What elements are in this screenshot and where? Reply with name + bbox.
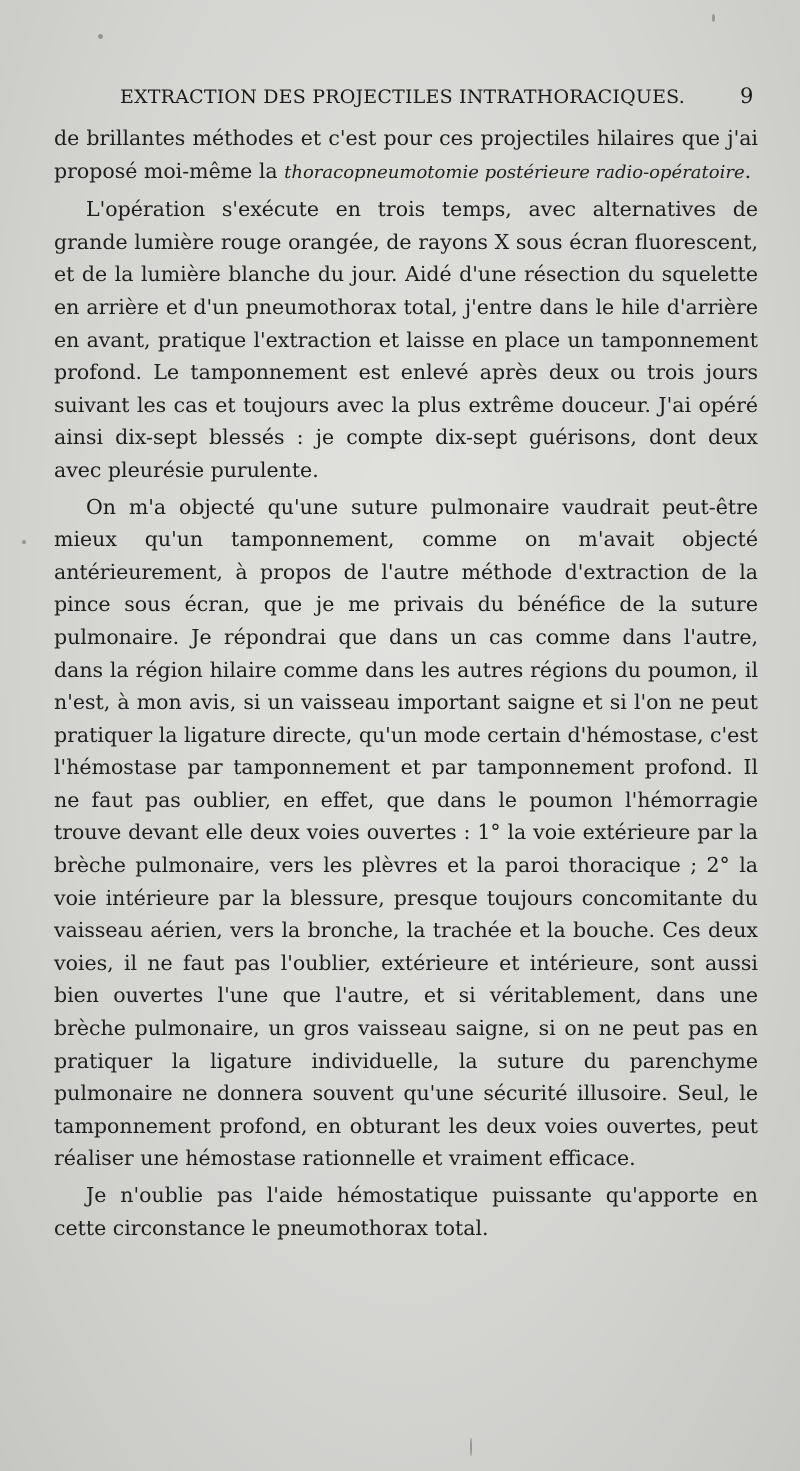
paragraph: Je n'oublie pas l'aide hémostatique puissante qu'apporte en cette circonstance le pneumothorax total. bbox=[54, 1183, 758, 1240]
body-text bbox=[54, 122, 758, 1244]
paragraph-text: . bbox=[744, 158, 752, 183]
paragraph bbox=[54, 122, 758, 189]
print-speck bbox=[22, 540, 26, 544]
running-head bbox=[0, 80, 800, 120]
print-speck bbox=[470, 1438, 472, 1456]
italic-term: thoracopneumotomie postérieure radio-opératoire bbox=[284, 161, 745, 183]
paragraph-text: de brillantes méthodes et c'est pour ces projectiles hilaires que j'ai proposé moi-même la bbox=[54, 126, 758, 183]
running-head-title: EXTRACTION DES PROJECTILES INTRATHORACIQUES. bbox=[120, 86, 685, 108]
paragraph: L'opération s'exécute en trois temps, avec alternatives de grande lumière rouge orangée, de rayons X sous écran fluorescent, et de la lumière blanche du jour. Aidé d'une résection du squelette en arrière et d'un pneumothorax total, j'entre dans le hile d'arrière en avant, pratique l'extraction et laisse en place un tamponnement profond. Le tamponnement est enlevé après deux ou trois jours suivant les cas et toujours avec la plus extrême douceur. J'ai opéré ainsi dix-sept blessés : je compte dix-sept guérisons, dont deux avec pleurésie purulente. bbox=[54, 197, 758, 482]
print-speck bbox=[98, 34, 103, 39]
print-speck bbox=[712, 14, 715, 22]
paragraph: On m'a objecté qu'une suture pulmonaire vaudrait peut-être mieux qu'un tamponnement, comme on m'avait objecté antérieurement, à propos de l'autre méthode d'extraction de la pince sous écran, que je me privais du bénéfice de la suture pulmonaire. Je répondrai que dans un cas comme dans l'autre, dans la région hilaire comme dans les autres régions du poumon, il n'est, à mon avis, si un vaisseau important saigne et si l'on ne peut pratiquer la ligature directe, qu'un mode certain d'hémostase, c'est l'hémostase par tamponnement et par tamponnement profond. Il ne faut pas oublier, en effet, que dans le poumon l'hémorragie trouve devant elle deux voies ouvertes : 1° la voie extérieure par la brèche pulmonaire, vers les plèvres et la paroi thoracique ; 2° la voie intérieure par la blessure, presque toujours concomitante du vaisseau aérien, vers la bronche, la trachée et la bouche. Ces deux voies, il ne faut pas l'oublier, extérieure et intérieure, sont aussi bien ouvertes l'une que l'autre, et si véritablement, dans une brèche pulmonaire, un gros vaisseau saigne, si on ne peut pas en pratiquer la ligature individuelle, la suture du parenchyme pulmonaire ne donnera souvent qu'une sécurité illusoire. Seul, le tamponnement profond, en obturant les deux voies ouvertes, peut réaliser une hémostase rationnelle et vraiment efficace. bbox=[54, 494, 758, 1171]
page-number: 9 bbox=[740, 84, 754, 108]
